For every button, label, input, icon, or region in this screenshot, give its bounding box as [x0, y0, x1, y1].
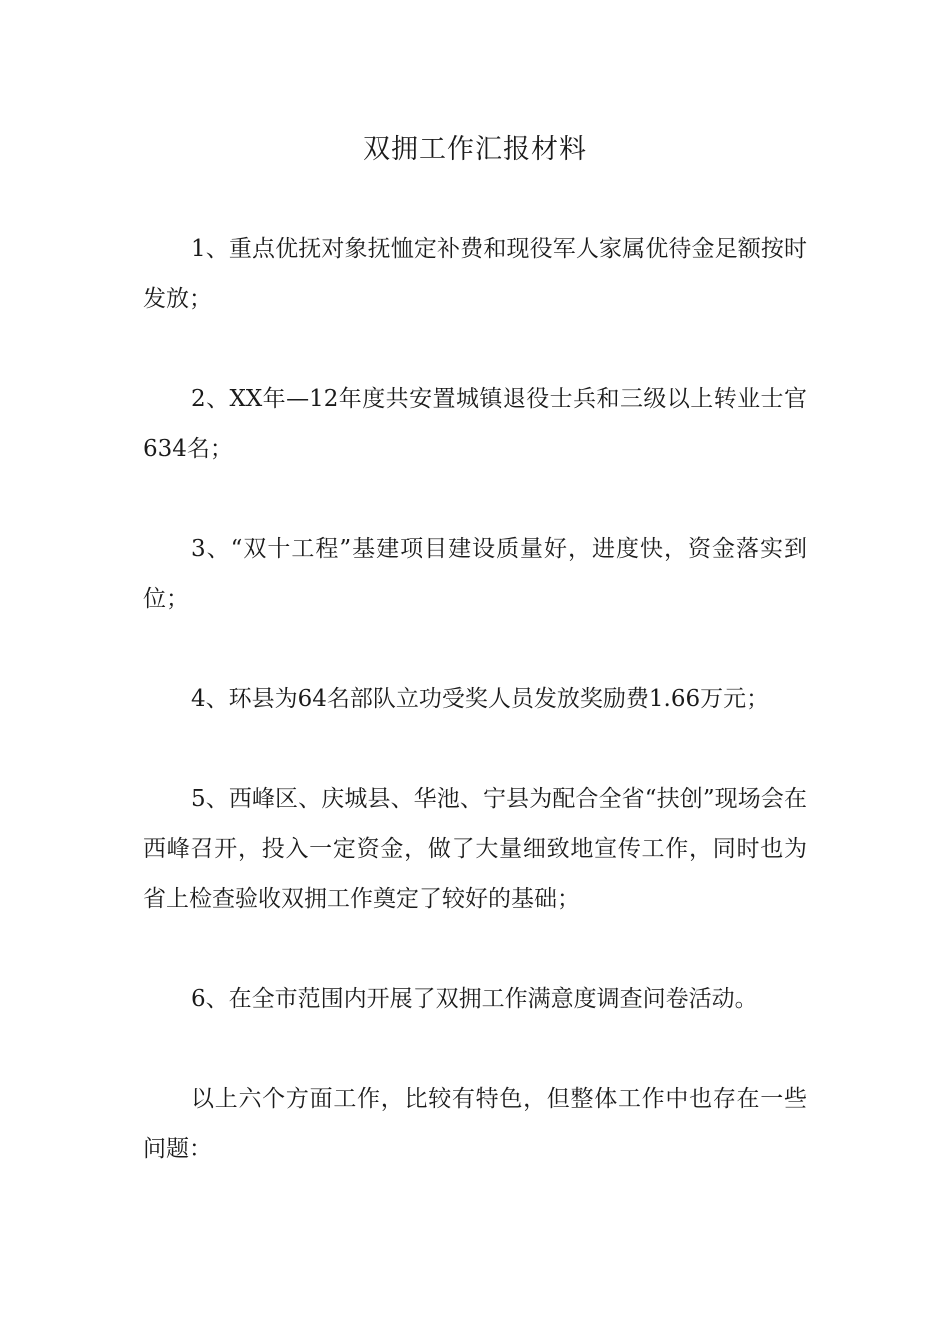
paragraph-1: 1、重点优抚对象抚恤定补费和现役军人家属优待金足额按时发放； — [143, 236, 807, 312]
paragraph-6: 6、在全市范围内开展了双拥工作满意度调查问卷活动。 — [191, 986, 758, 1012]
paragraph-3: 3、“双十工程”基建项目建设质量好，进度快，资金落实到位； — [143, 536, 807, 612]
paragraph-2: 2、XX年—12年度共安置城镇退役士兵和三级以上转业士官634名； — [143, 386, 807, 462]
document-title: 双拥工作汇报材料 — [363, 134, 587, 165]
paragraph-5: 5、西峰区、庆城县、华池、宁县为配合全省“扶创”现场会在西峰召开，投入一定资金，做了大量细致地宣传工作，同时也为省上检查验收双拥工作奠定了较好的基础； — [143, 786, 807, 912]
paragraph-summary: 以上六个方面工作，比较有特色，但整体工作中也存在一些问题： — [143, 1086, 807, 1162]
paragraph-4: 4、环县为64名部队立功受奖人员发放奖励费1.66万元； — [191, 686, 770, 712]
